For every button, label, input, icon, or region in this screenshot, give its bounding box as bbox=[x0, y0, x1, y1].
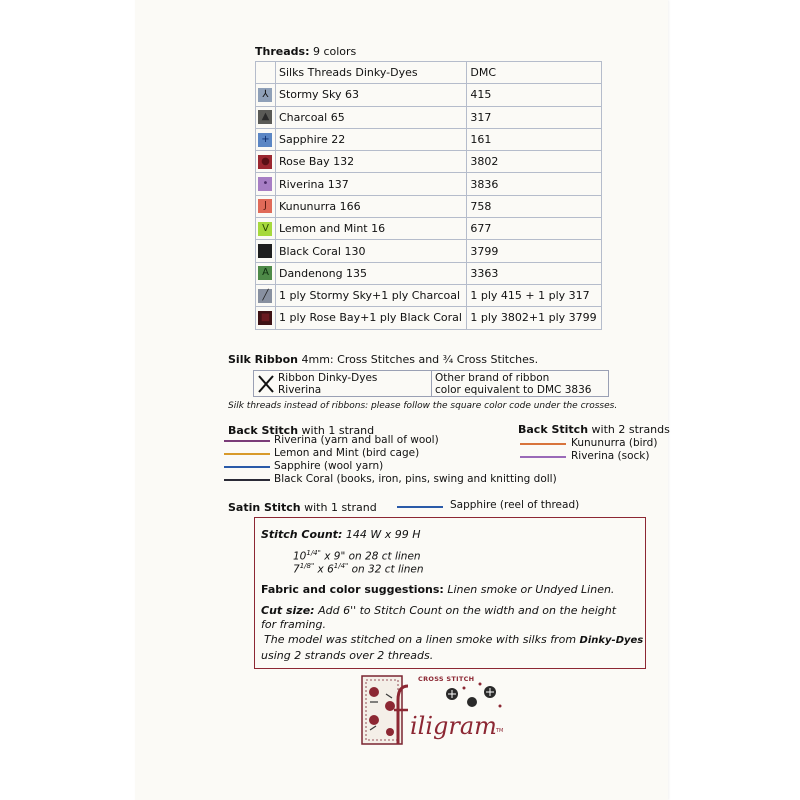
size-28ct-a: 10 bbox=[293, 550, 307, 563]
thread-symbol-cell bbox=[256, 284, 276, 306]
cut-label: Cut size: bbox=[261, 604, 315, 617]
thread-symbol-cell bbox=[256, 262, 276, 284]
ribbon-other-line1: Other brand of ribbon bbox=[435, 372, 550, 384]
back-stitch-1-label: Back Stitch bbox=[228, 424, 299, 437]
cut-value-2: for framing. bbox=[261, 618, 326, 631]
thread-name: Charcoal 65 bbox=[275, 106, 466, 128]
stitch-label: Black Coral (books, iron, pins, swing and knitting doll) bbox=[274, 473, 557, 485]
ribbon-other-cell bbox=[435, 372, 591, 396]
threads-title-label: Threads: bbox=[255, 45, 310, 58]
thread-symbol-cell bbox=[256, 218, 276, 240]
threads-header-row bbox=[256, 62, 602, 84]
satin-stitch-desc: with 1 strand bbox=[304, 501, 377, 514]
thread-row bbox=[256, 284, 602, 306]
thread-symbol-cell bbox=[256, 151, 276, 173]
thread-row bbox=[256, 307, 602, 329]
stitch-color-line bbox=[520, 443, 566, 445]
satin-sapphire-line bbox=[397, 506, 443, 508]
stitch-count-label: Stitch Count: bbox=[261, 528, 343, 541]
ribbon-divider bbox=[431, 371, 432, 396]
size-32ct-a: 7 bbox=[293, 563, 300, 576]
stitch-label: Sapphire (wool yarn) bbox=[274, 460, 384, 472]
thread-symbol-cell bbox=[256, 128, 276, 150]
satin-stitch-label: Satin Stitch bbox=[228, 501, 301, 514]
silk-ribbon-title bbox=[228, 353, 538, 366]
thread-name: Riverina 137 bbox=[275, 173, 466, 195]
stitch-color-line bbox=[224, 479, 270, 481]
thread-dmc: 3363 bbox=[467, 262, 602, 284]
logo-tm: TM bbox=[496, 728, 504, 734]
thread-dmc: 317 bbox=[467, 106, 602, 128]
threads-table bbox=[255, 61, 602, 330]
kununurra-symbol-icon: J bbox=[258, 199, 272, 213]
stitch-color-line bbox=[520, 456, 566, 458]
thread-symbol-cell bbox=[256, 84, 276, 106]
back-stitch-2-desc: with 2 strands bbox=[591, 423, 670, 436]
size-32ct-rest: on 32 ct linen bbox=[348, 563, 424, 576]
thread-dmc: 677 bbox=[467, 218, 602, 240]
charcoal-symbol-icon: ▲ bbox=[258, 110, 272, 124]
cut-size bbox=[261, 604, 616, 617]
back-stitch-1-desc: with 1 strand bbox=[301, 424, 375, 437]
blend-stormy-charcoal-symbol-icon: ╱ bbox=[258, 289, 272, 303]
thread-symbol-cell bbox=[256, 240, 276, 262]
stormy-sky-symbol-icon: ⅄ bbox=[258, 88, 272, 102]
silk-ribbon-desc: 4mm: Cross Stitches and ¾ Cross Stitches. bbox=[301, 353, 539, 366]
stitch-count-value: 144 W x 99 H bbox=[345, 528, 421, 541]
thread-name: Dandenong 135 bbox=[275, 262, 466, 284]
dandenong-symbol-icon: A bbox=[258, 266, 272, 280]
thread-dmc: 161 bbox=[467, 128, 602, 150]
stitch-label: Kununurra (bird) bbox=[571, 437, 658, 449]
size-32ct-mid: x 6 bbox=[314, 563, 334, 576]
size-28ct-frac: 1/4" bbox=[306, 549, 321, 557]
rose-bay-symbol-icon: ● bbox=[258, 155, 272, 169]
size-28ct-rest: x 9" on 28 ct linen bbox=[320, 550, 421, 563]
size-28ct bbox=[293, 549, 421, 563]
thread-dmc: 415 bbox=[467, 84, 602, 106]
stitch-info-box bbox=[254, 517, 646, 669]
blend-rosebay-blackcoral-symbol-icon: ■ bbox=[258, 311, 272, 325]
stitch-label: Lemon and Mint (bird cage) bbox=[274, 447, 420, 459]
stitch-color-line bbox=[224, 453, 270, 455]
stitch-label: Riverina (yarn and ball of wool) bbox=[274, 434, 439, 446]
thread-dmc: 3799 bbox=[467, 240, 602, 262]
thread-symbol-cell bbox=[256, 307, 276, 329]
model-text-2: using 2 strands over 2 threads. bbox=[261, 649, 434, 662]
thread-row bbox=[256, 84, 602, 106]
thread-symbol-cell bbox=[256, 173, 276, 195]
satin-stitch-title bbox=[228, 501, 377, 514]
thread-symbol-cell bbox=[256, 195, 276, 217]
threads-count: 9 colors bbox=[312, 45, 357, 58]
size-32ct-frac1: 1/8" bbox=[299, 562, 315, 570]
lemon-mint-symbol-icon: V bbox=[258, 222, 272, 236]
thread-row bbox=[256, 151, 602, 173]
thread-row bbox=[256, 240, 602, 262]
header-name-cell: Silks Threads Dinky-Dyes bbox=[275, 62, 466, 84]
thread-dmc: 3802 bbox=[467, 151, 602, 173]
back-stitch-2-title bbox=[518, 423, 670, 436]
ribbon-other-line2: color equivalent to DMC 3836 bbox=[435, 384, 592, 396]
stitch-color-line bbox=[224, 440, 270, 442]
ribbon-dinky-cell bbox=[278, 372, 377, 396]
ribbon-table bbox=[253, 370, 609, 397]
size-32ct-frac2: 1/4" bbox=[333, 562, 349, 570]
logo-wordmark: iligram bbox=[410, 712, 497, 740]
thread-dmc: 758 bbox=[467, 195, 602, 217]
ribbon-dinky-line1: Ribbon Dinky-Dyes bbox=[278, 372, 378, 384]
black-coral-symbol-icon bbox=[258, 244, 272, 258]
header-dmc-cell: DMC bbox=[467, 62, 602, 84]
silk-note: Silk threads instead of ribbons: please follow the square color code under the crosses. bbox=[228, 401, 618, 411]
thread-name: Stormy Sky 63 bbox=[275, 84, 466, 106]
riverina-symbol-icon: • bbox=[258, 177, 272, 191]
thread-row bbox=[256, 195, 602, 217]
satin-sapphire-label: Sapphire (reel of thread) bbox=[450, 499, 580, 511]
thread-symbol-cell bbox=[256, 106, 276, 128]
model-text: The model was stitched on a linen smoke with silks from bbox=[264, 633, 577, 646]
header-symbol-cell bbox=[256, 62, 276, 84]
thread-row bbox=[256, 173, 602, 195]
size-32ct bbox=[293, 562, 424, 576]
silk-ribbon-label: Silk Ribbon bbox=[228, 353, 298, 366]
filigram-logo bbox=[360, 672, 510, 752]
fabric-value: Linen smoke or Undyed Linen. bbox=[447, 583, 615, 596]
thread-name: Sapphire 22 bbox=[275, 128, 466, 150]
thread-row bbox=[256, 106, 602, 128]
logo-tagline: CROSS STITCH bbox=[418, 675, 475, 683]
model-note bbox=[264, 633, 643, 646]
stitch-count bbox=[261, 528, 420, 541]
model-brand: Dinky-Dyes bbox=[579, 635, 644, 646]
ribbon-dinky-line2: Riverina bbox=[278, 384, 322, 396]
thread-dmc: 1 ply 415 + 1 ply 317 bbox=[467, 284, 602, 306]
sapphire-symbol-icon: + bbox=[258, 133, 272, 147]
thread-row bbox=[256, 218, 602, 240]
stitch-color-line bbox=[224, 466, 270, 468]
thread-dmc: 1 ply 3802+1 ply 3799 bbox=[467, 307, 602, 329]
thread-name: Black Coral 130 bbox=[275, 240, 466, 262]
thread-name: Kununurra 166 bbox=[275, 195, 466, 217]
thread-name: 1 ply Stormy Sky+1 ply Charcoal bbox=[275, 284, 466, 306]
fabric-label: Fabric and color suggestions: bbox=[261, 583, 444, 596]
thread-row bbox=[256, 262, 602, 284]
thread-dmc: 3836 bbox=[467, 173, 602, 195]
stitch-label: Riverina (sock) bbox=[571, 450, 650, 462]
thread-name: 1 ply Rose Bay+1 ply Black Coral bbox=[275, 307, 466, 329]
fabric-suggestion bbox=[261, 583, 614, 596]
cut-value: Add 6'' to Stitch Count on the width and on the height bbox=[318, 604, 617, 617]
back-stitch-2-label: Back Stitch bbox=[518, 423, 589, 436]
cross-stitch-x-icon bbox=[256, 373, 276, 395]
thread-name: Rose Bay 132 bbox=[275, 151, 466, 173]
thread-name: Lemon and Mint 16 bbox=[275, 218, 466, 240]
thread-row bbox=[256, 128, 602, 150]
threads-title bbox=[255, 45, 356, 58]
